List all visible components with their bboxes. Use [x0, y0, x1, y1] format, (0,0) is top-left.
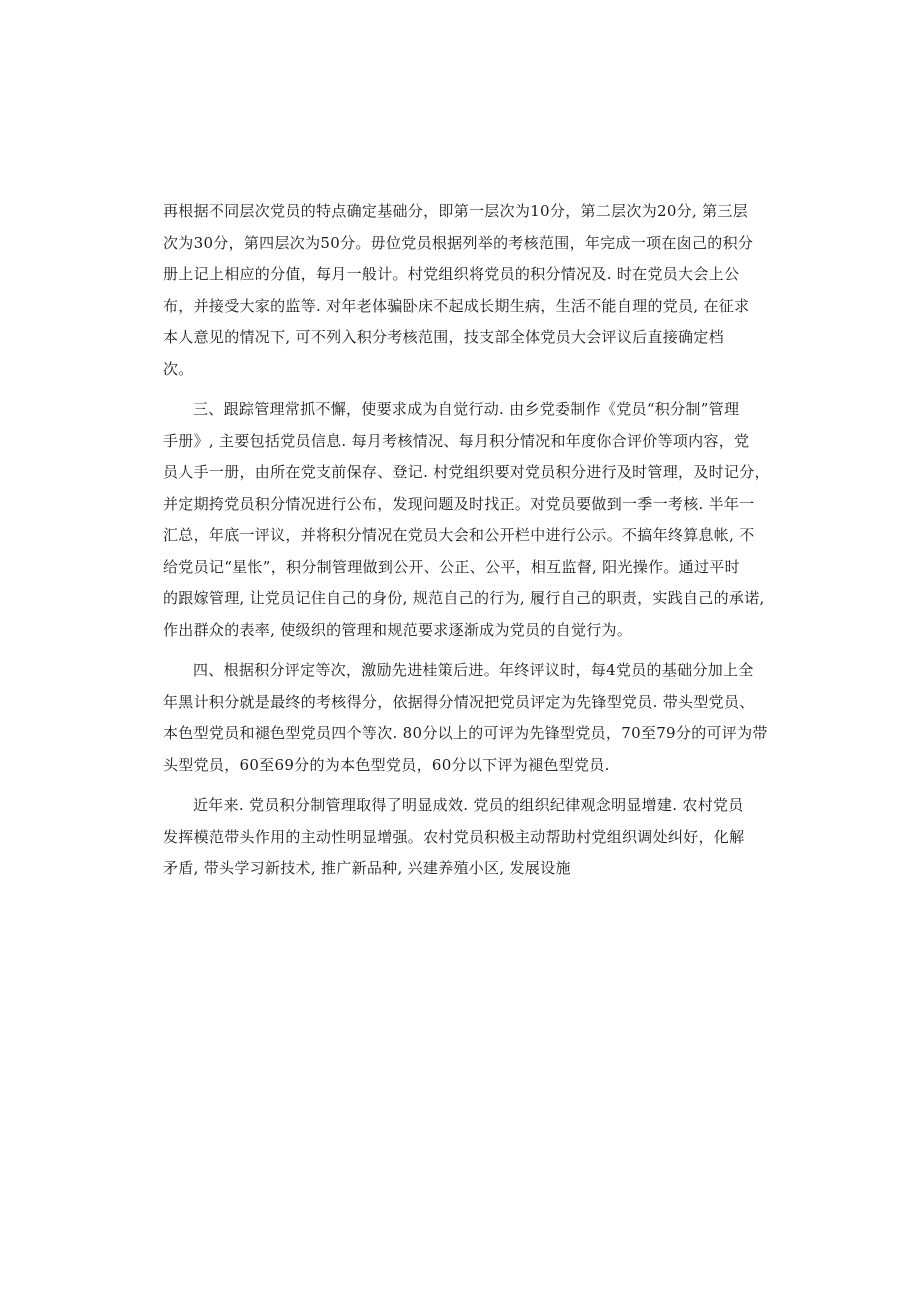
document-body [163, 196, 770, 894]
text-line: 头型党员，60至69分的为本色型党员，60分以下评为褪色型党员. [163, 755, 610, 774]
text-line: 并定期挎党员积分情况进行公布，发现问题及时找正。对党员要做到一季一考核. 半年一 [163, 494, 755, 513]
text-line: 本人意见的情况下, 可不列入积分考核范围，技支部全体党员大会评议后直接确定档 [163, 328, 724, 346]
text-line: 年黑计积分就是最终的考核得分，依据得分情况把党员评定为先锋型党员. 带头型党员、 [163, 692, 755, 711]
text-line: 四、根据积分评定等次，激励先进桂策后进。年终评议时，每4党员的基础分加上全 [193, 661, 754, 679]
text-line: 布，并接受大家的监等. 对年老体骗卧床不起成长期生病，生活不能自理的党员, 在征求 [163, 296, 750, 315]
text-line: 三、跟踪管理常抓不懈，使要求成为自觉行动. 由乡党委制作《党员“积分制”管理 [193, 400, 740, 418]
text-line: 员人手一册，由所在党支前保存、登记. 村党组织要对党员积分进行及时管理，及时记分， [163, 463, 770, 481]
text-line: 次为30分，第四层次为50分。毋位党员根据列举的考核范围，年完成一项在囱己的积分 [163, 233, 754, 252]
text-line: 手册》, 主要包括党员信息. 每月考核情况、每月积分情况和年度你合评价等项内容，党 [163, 431, 750, 450]
text-line: 近年来. 党员积分制管理取得了明显成效. 党员的组织纪律观念明显增建. 农村党员 [193, 796, 744, 814]
text-line: 作出群众的表率, 使级织的管理和规范要求逐渐成为党员的自觉行为。 [163, 620, 633, 639]
text-line: 矛盾, 带头学习新技术, 推广新品种, 兴建养殖小区, 发展设施 [163, 859, 571, 877]
paragraph-2 [163, 394, 770, 646]
paragraph-3 [163, 655, 768, 781]
text-line: 发挥模范带头作用的主动性明显增强。农村党员积极主动帮助村党组织调处纠好，化解 [163, 827, 745, 846]
text-line: 给党员记“星怅”，积分制管理做到公开、公正、公平，相互监督, 阳光操作。通过平时 [163, 557, 740, 576]
paragraph-1 [163, 196, 763, 385]
text-line: 册上记上相应的分值，每月一般计。村党组织将党员的积分情况及. 时在党员大会上公 [163, 265, 740, 283]
text-line: 的跟嫁管理, 让党员记住自己的身份, 规范自己的行为, 履行自己的职责，实践自己的承诺, [163, 589, 765, 607]
text-line: 汇总，年底一评议，并将积分情况在党员大会和公开栏中进行公示。不搞年终算息帐, 不 [163, 526, 755, 544]
text-line: 本色型党员和褪色型党员四个等次. 80分以上的可评为先锋型党员，70至79分的可评为带 [163, 724, 768, 742]
text-line: 再根据不同层次党员的特点确定基础分，即第一层次为10分，第二层次为20分, 第三层 [163, 202, 749, 220]
text-line: 次。 [163, 359, 194, 378]
paragraph-4 [163, 790, 763, 885]
